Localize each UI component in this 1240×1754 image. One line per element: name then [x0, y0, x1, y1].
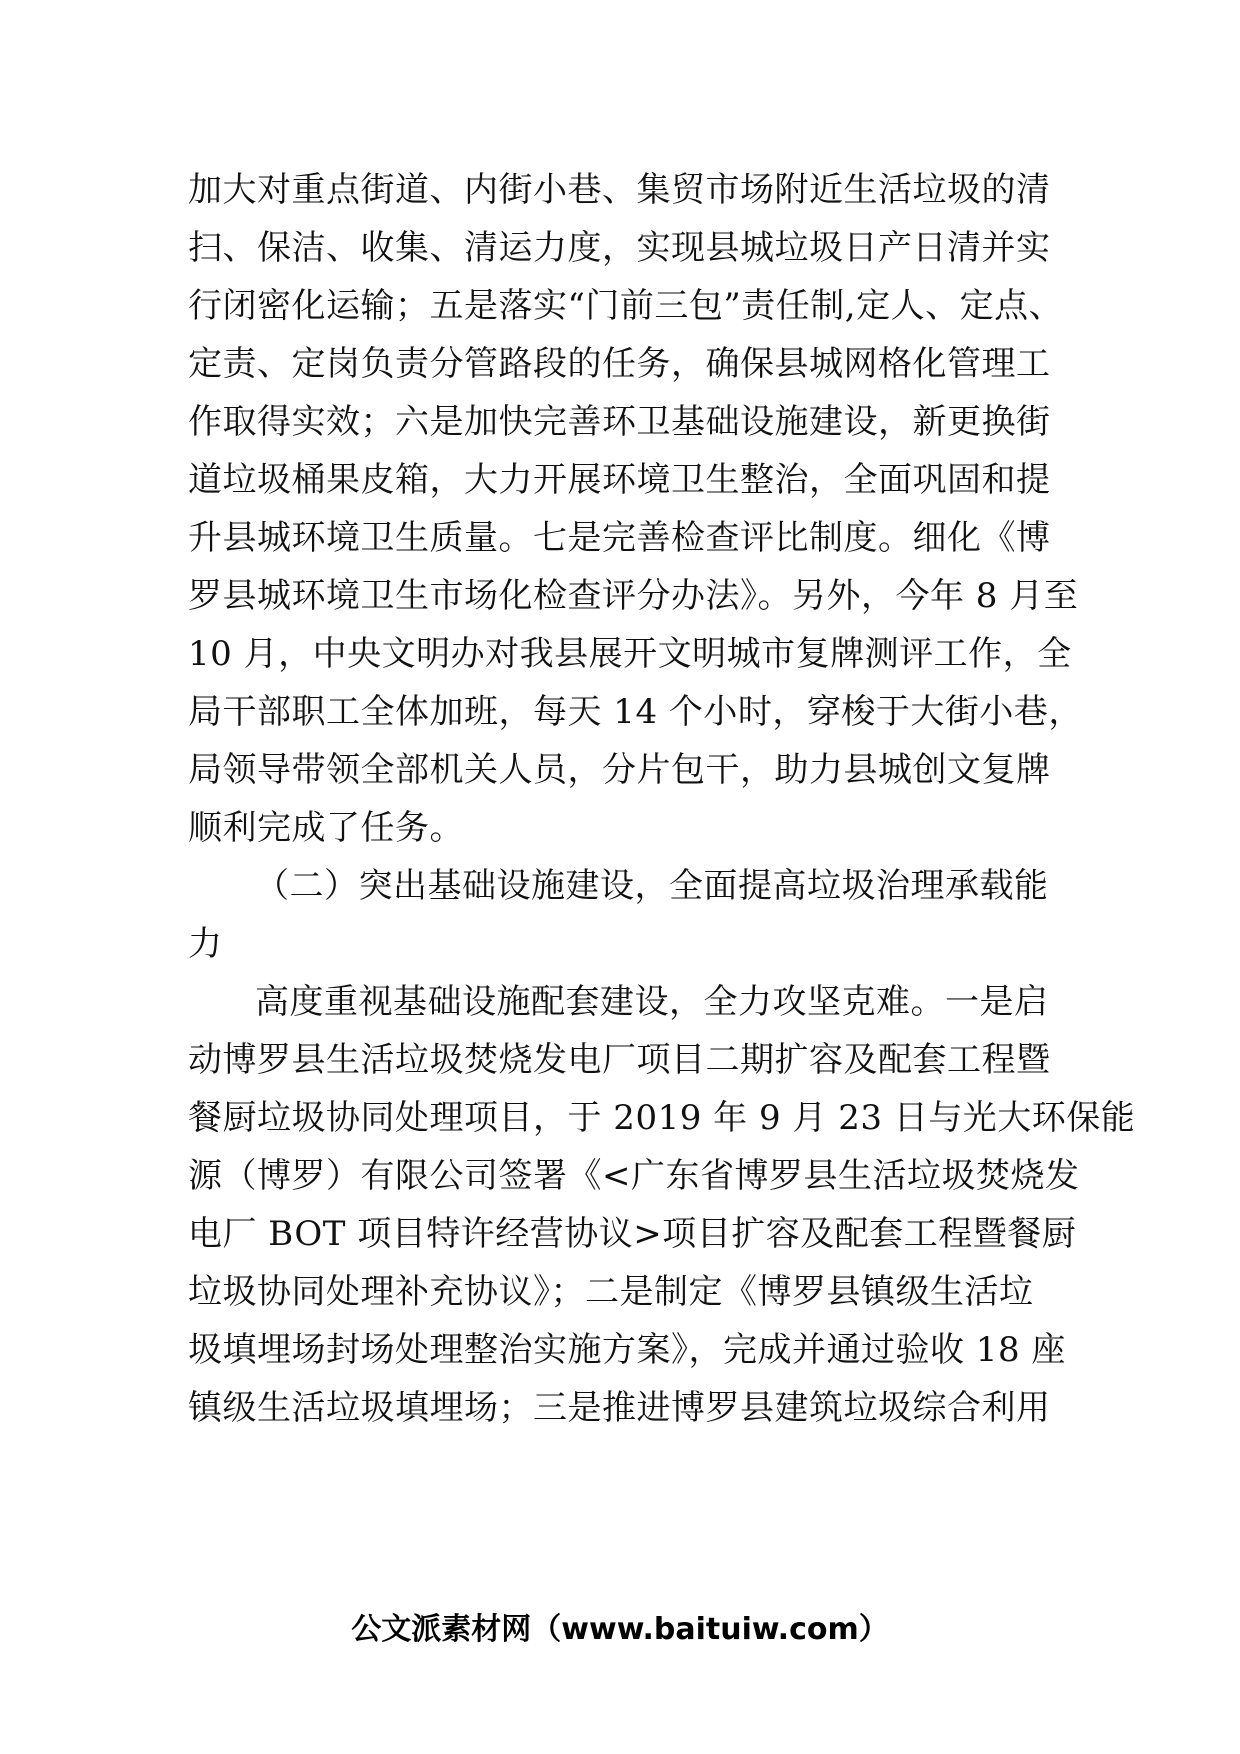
text-line: 圾填埋场封场处理整治实施方案》，完成并通过验收 18 座 — [188, 1330, 1066, 1370]
text-line: 局干部职工全体加班，每天 14 个小时，穿梭于大街小巷， — [188, 692, 1083, 732]
section-heading: （二）突出基础设施建设，全面提高垃圾治理承载能 — [255, 866, 1049, 906]
text-line: 作取得实效；六是加快完善环卫基础设施建设，新更换街 — [188, 402, 1051, 442]
footer-watermark: 公文派素材网（www.baituiw.com） — [351, 1612, 889, 1647]
text-line: 10 月，中央文明办对我县展开文明城市复牌测评工作，全 — [188, 634, 1072, 674]
section-heading-continued: 力 — [188, 924, 223, 964]
text-line: 餐厨垃圾协同处理项目，于 2019 年 9 月 23 日与光大环保能 — [188, 1098, 1136, 1138]
text-line: 源（博罗）有限公司签署《<广东省博罗县生活垃圾焚烧发 — [188, 1156, 1080, 1196]
text-line: 电厂 BOT 项目特许经营协议>项目扩容及配套工程暨餐厨 — [188, 1214, 1077, 1254]
text-line: 动博罗县生活垃圾焚烧发电厂项目二期扩容及配套工程暨 — [188, 1040, 1051, 1080]
text-line: 垃圾协同处理补充协议》；二是制定《博罗县镇级生活垃 — [188, 1272, 1034, 1312]
text-line: 高度重视基础设施配套建设，全力攻坚克难。一是启 — [255, 982, 1049, 1022]
text-line: 局领导带领全部机关人员，分片包干，助力县城创文复牌 — [188, 750, 1051, 790]
text-line: 定责、定岗负责分管路段的任务，确保县城网格化管理工 — [188, 344, 1051, 384]
text-line: 加大对重点街道、内街小巷、集贸市场附近生活垃圾的清 — [188, 170, 1051, 210]
text-line: 扫、保洁、收集、清运力度，实现县城垃圾日产日清并实 — [188, 228, 1051, 268]
text-line: 行闭密化运输；五是落实“门前三包”责任制,定人、定点、 — [188, 286, 1064, 326]
text-line: 顺利完成了任务。 — [188, 808, 464, 848]
text-line: 镇级生活垃圾填埋场；三是推进博罗县建筑垃圾综合利用 — [188, 1388, 1051, 1428]
text-line: 道垃圾桶果皮箱，大力开展环境卫生整治，全面巩固和提 — [188, 460, 1051, 500]
text-line: 罗县城环境卫生市场化检查评分办法》。另外，今年 8 月至 — [188, 576, 1079, 616]
text-line: 升县城环境卫生质量。七是完善检查评比制度。细化《博 — [188, 518, 1051, 558]
